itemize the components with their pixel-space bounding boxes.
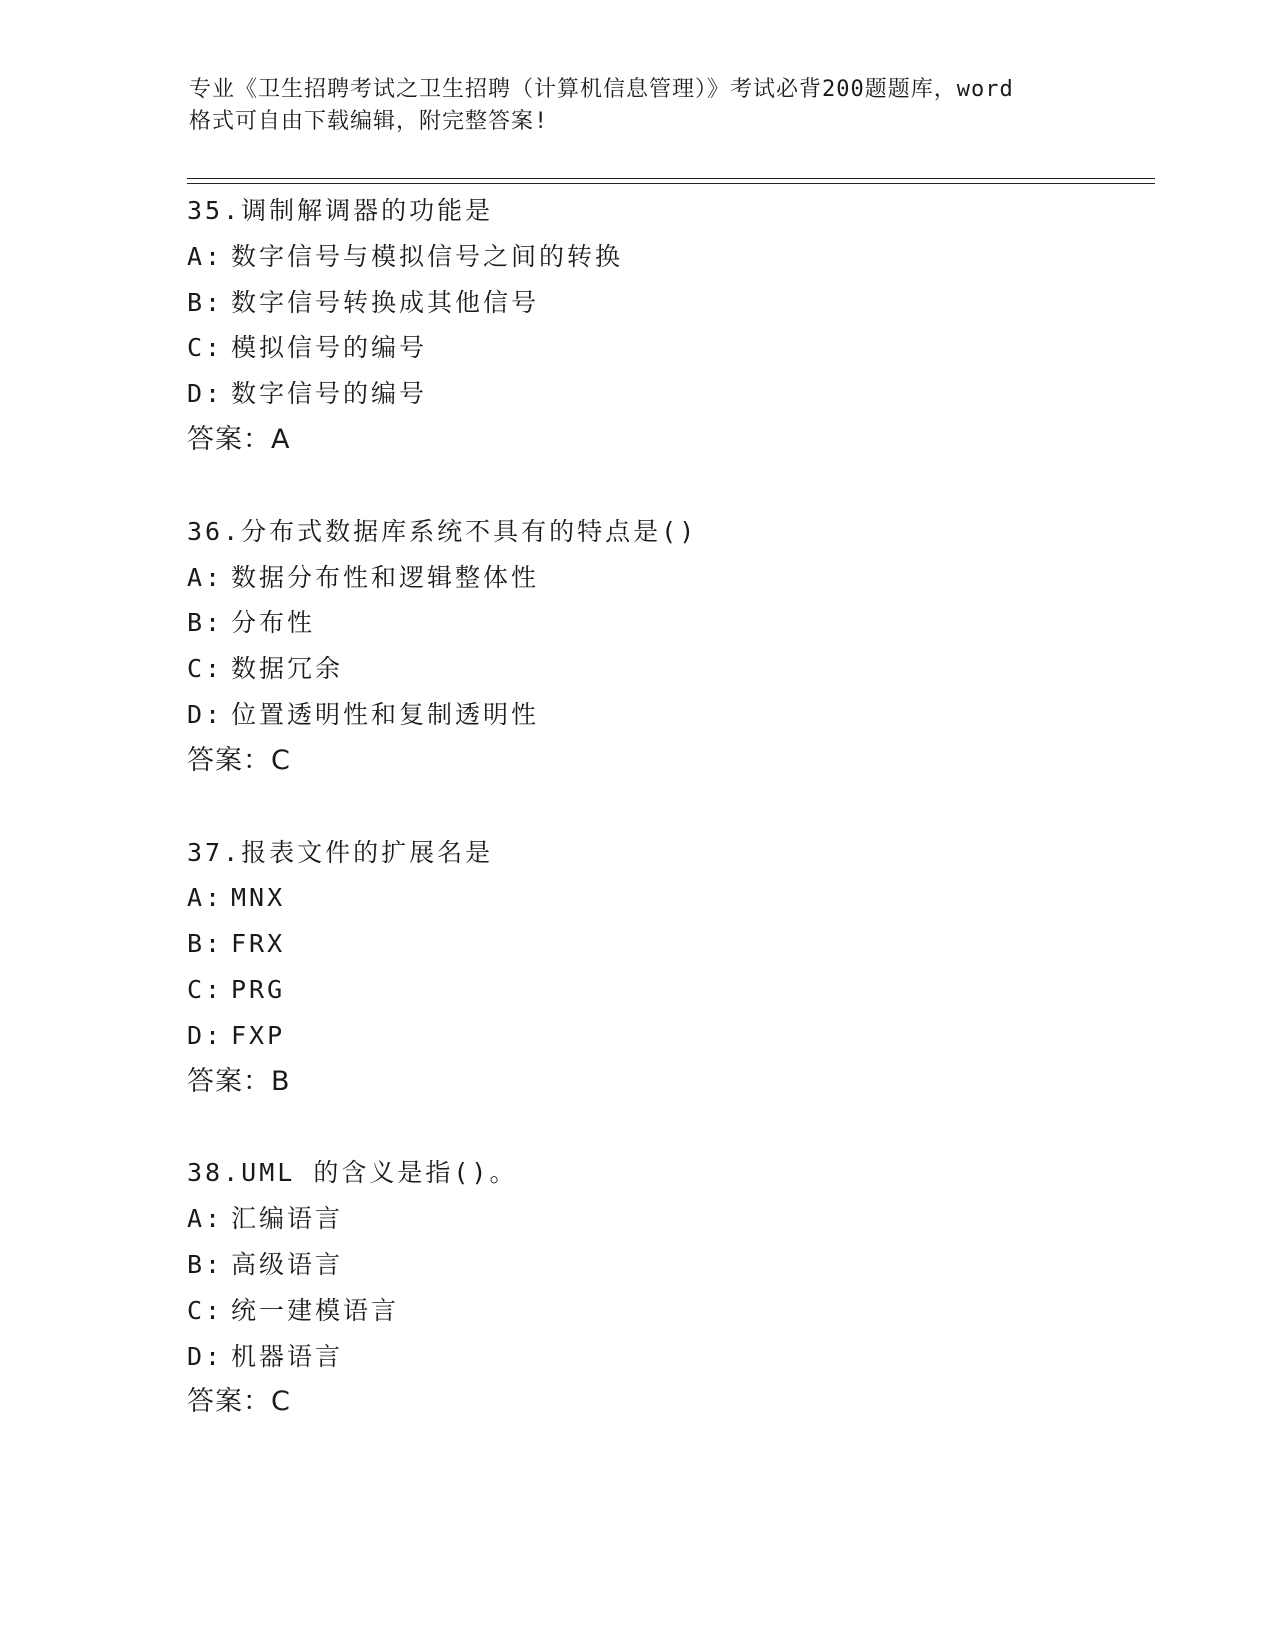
option-row [187, 1288, 1147, 1334]
option-row [187, 646, 1147, 692]
option-letter: B: [187, 608, 224, 638]
option-text: 统一建模语言 [231, 1295, 400, 1325]
option-letter: D: [187, 379, 224, 409]
answer-line: 答案：B [187, 1065, 291, 1097]
option-text: 机器语言 [231, 1341, 344, 1371]
question-block [187, 830, 1147, 1105]
question-block [187, 188, 1147, 463]
option-row [187, 600, 1147, 646]
answer-line: 答案：C [187, 744, 291, 776]
option-row [187, 1013, 1147, 1059]
header-line-1: 专业《卫生招聘考试之卫生招聘（计算机信息管理）》考试必背200题题库，word [189, 77, 1014, 102]
option-row [187, 1334, 1147, 1380]
option-letter: A: [187, 1204, 224, 1234]
option-text: 位置透明性和复制透明性 [231, 699, 540, 729]
option-row [187, 967, 1147, 1013]
question-block [187, 1150, 1147, 1425]
question-title: 36.分布式数据库系统不具有的特点是() [187, 516, 698, 546]
option-letter: C: [187, 333, 224, 363]
option-letter: A: [187, 241, 224, 271]
question-title: 37.报表文件的扩展名是 [187, 837, 494, 867]
option-letter: C: [187, 974, 224, 1004]
question-list [187, 188, 1147, 1471]
option-letter: D: [187, 1020, 224, 1050]
header-divider-top [187, 178, 1155, 179]
option-letter: C: [187, 1295, 224, 1325]
answer-line: 答案：A [187, 423, 291, 455]
option-letter: B: [187, 1249, 224, 1279]
option-row [187, 1196, 1147, 1242]
option-row [187, 1242, 1147, 1288]
option-text: 分布性 [231, 608, 316, 638]
option-text: PRG [231, 974, 286, 1004]
option-text: 高级语言 [231, 1249, 344, 1279]
option-row [187, 875, 1147, 921]
header-line-2: 格式可自由下载编辑，附完整答案! [189, 109, 549, 134]
option-row [187, 692, 1147, 738]
option-row [187, 325, 1147, 371]
option-letter: B: [187, 287, 224, 317]
option-text: MNX [231, 883, 286, 913]
question-title: 35.调制解调器的功能是 [187, 196, 494, 225]
option-text: 数据分布性和逻辑整体性 [231, 562, 540, 592]
answer-line: 答案：C [187, 1386, 291, 1418]
option-text: 数据冗余 [231, 654, 344, 684]
option-letter: D: [187, 699, 224, 729]
option-row [187, 234, 1147, 280]
option-row [187, 921, 1147, 967]
option-row [187, 555, 1147, 601]
option-text: 数字信号的编号 [231, 379, 428, 409]
question-block [187, 509, 1147, 784]
option-text: 模拟信号的编号 [231, 333, 428, 363]
option-text: 数字信号与模拟信号之间的转换 [231, 241, 624, 271]
option-text: FRX [231, 929, 286, 959]
option-letter: C: [187, 654, 224, 684]
option-text: FXP [231, 1020, 286, 1050]
option-letter: A: [187, 883, 224, 913]
option-letter: D: [187, 1341, 224, 1371]
option-letter: B: [187, 929, 224, 959]
question-title: 38.UML 的含义是指()。 [187, 1158, 518, 1188]
option-text: 数字信号转换成其他信号 [231, 287, 540, 317]
option-row [187, 371, 1147, 417]
option-row [187, 280, 1147, 326]
header-divider-bottom [187, 183, 1155, 184]
option-text: 汇编语言 [231, 1204, 344, 1234]
option-letter: A: [187, 562, 224, 592]
document-header [189, 74, 1089, 138]
